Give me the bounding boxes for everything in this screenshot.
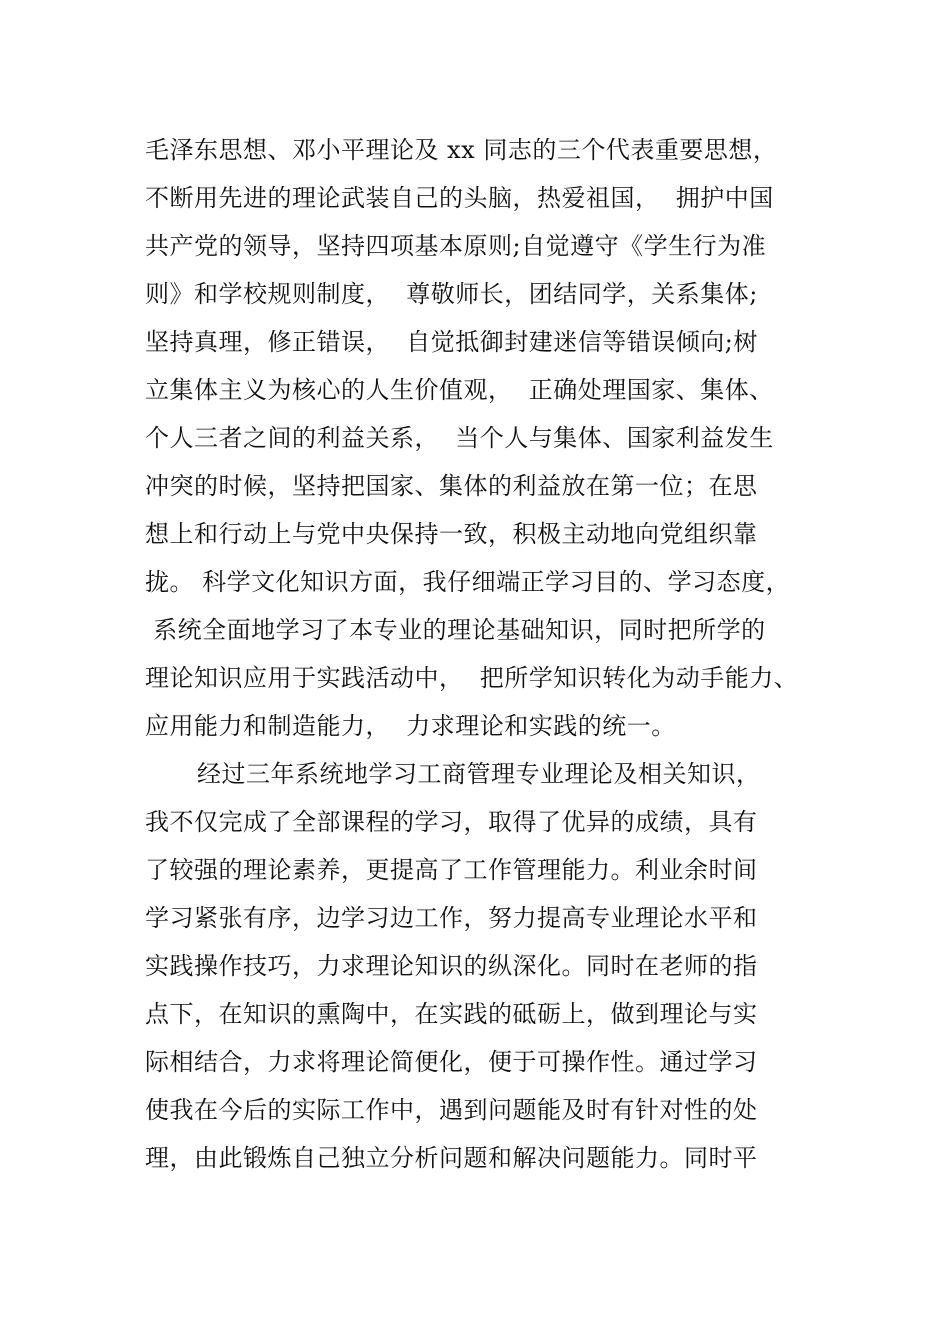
text-line: 际相结合，力求将理论简便化，便于可操作性。通过学习 xyxy=(145,1048,758,1076)
text-line: 则》和学校规则制度， 尊敬师长，团结同学，关系集体; xyxy=(145,280,758,308)
text-line: 使我在今后的实际工作中，遇到问题能及时有针对性的处 xyxy=(145,1096,758,1124)
text-line: 立集体主义为核心的人生价值观， 正确处理国家、集体、 xyxy=(145,376,774,404)
text-line: 想上和行动上与党中央保持一致，积极主动地向党组织靠 xyxy=(145,520,758,548)
text-line: 理论知识应用于实践活动中， 把所学知识转化为动手能力、 xyxy=(145,664,799,692)
text-line: 拢。 科学文化知识方面，我仔细端正学习目的、学习态度， xyxy=(145,568,791,596)
text-line: 不断用先进的理论武装自己的头脑，热爱祖国， 拥护中国 xyxy=(145,184,774,212)
text-line: 坚持真理，修正错误， 自觉抵御封建迷信等错误倾向;树 xyxy=(145,328,758,356)
text-line: 点下，在知识的熏陶中，在实践的砥砺上，做到理论与实 xyxy=(145,1000,758,1028)
text-line: 共产党的领导，坚持四项基本原则;自觉遵守《学生行为准 xyxy=(145,232,767,260)
text-line: 系统全面地学习了本专业的理论基础知识，同时把所学的 xyxy=(145,616,766,644)
text-line: 我不仅完成了全部课程的学习，取得了优异的成绩，具有 xyxy=(145,808,758,836)
text-line: 毛泽东思想、邓小平理论及 xx 同志的三个代表重要思想， xyxy=(145,136,778,164)
text-line: 理，由此锻炼自己独立分析问题和解决问题能力。同时平 xyxy=(145,1144,758,1172)
text-line: 应用能力和制造能力， 力求理论和实践的统一。 xyxy=(145,712,676,740)
text-line: 经过三年系统地学习工商管理专业理论及相关知识， xyxy=(197,760,761,788)
text-line: 个人三者之间的利益关系， 当个人与集体、国家利益发生 xyxy=(145,424,774,452)
text-line: 学习紧张有序，边学习边工作，努力提高专业理论水平和 xyxy=(145,904,758,932)
text-line: 了较强的理论素养，更提高了工作管理能力。利业余时间 xyxy=(145,856,758,884)
text-line: 冲突的时候，坚持把国家、集体的利益放在第一位；在思 xyxy=(145,472,758,500)
text-line: 实践操作技巧，力求理论知识的纵深化。同时在老师的指 xyxy=(145,952,758,980)
